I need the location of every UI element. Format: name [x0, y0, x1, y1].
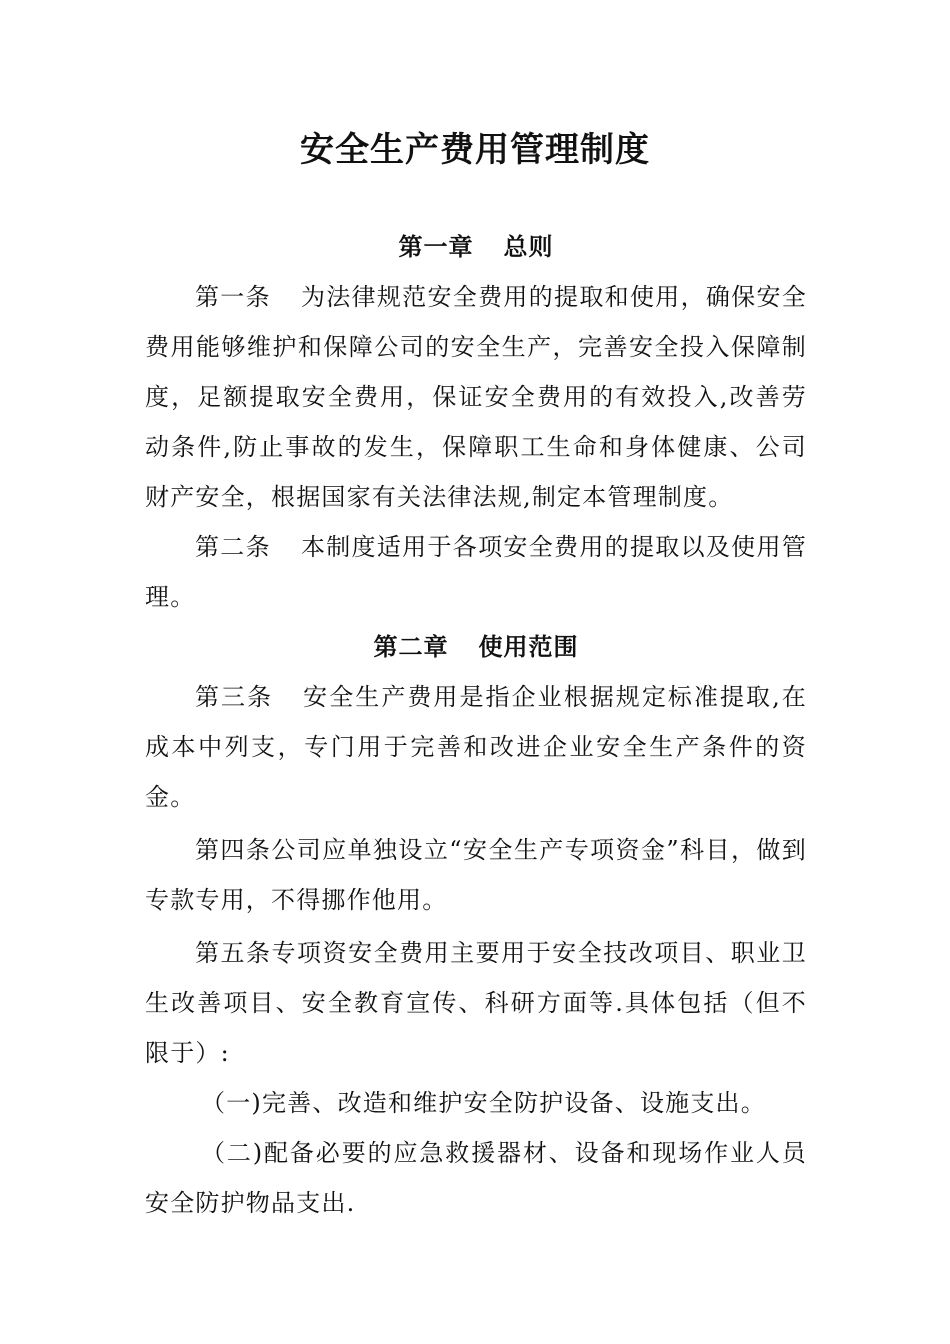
article-3 [145, 672, 807, 822]
article-1 [145, 272, 807, 522]
article-text: 安全生产费用是指企业根据规定标准提取,在成本中列支，专门用于完善和改进企业安全生产条件的资金。 [145, 683, 807, 811]
list-item: （二)配备必要的应急救援器材、设备和现场作业人员安全防护物品支出. [145, 1139, 807, 1217]
article-number: 第四条 [195, 836, 272, 864]
article-text: 为法律规范安全费用的提取和使用，确保安全费用能够维护和保障公司的安全生产，完善安全投入保障制度，足额提取安全费用，保证安全费用的有效投入,改善劳动条件,防止事故的发生，保障职工生命和身体健康、公司财产安全，根据国家有关法律法规,制定本管理制度。 [145, 283, 808, 511]
document-body [145, 222, 807, 1228]
article-number: 第五条 [195, 939, 272, 967]
chapter-number: 第二章 [373, 632, 449, 661]
article-text: 公司应单独设立“安全生产专项资金”科目，做到专款专用，不得挪作他用。 [145, 836, 808, 914]
chapter-name: 使用范围 [478, 632, 579, 661]
article-5 [145, 928, 807, 1078]
article-2 [145, 522, 807, 622]
article-number: 第三条 [195, 683, 274, 711]
list-item: （一)完善、改造和维护安全防护设备、设施支出。 [201, 1089, 766, 1117]
document-title: 安全生产费用管理制度 [300, 130, 650, 170]
chapter-name: 总则 [503, 232, 554, 261]
article-4 [145, 825, 807, 925]
article-number: 第二条 [195, 533, 271, 561]
article-text: 专项资安全费用主要用于安全技改项目、职业卫生改善项目、安全教育宣传、科研方面等.具体包括（但不限于）: [145, 939, 807, 1067]
article-number: 第一条 [195, 283, 271, 311]
article-text: 本制度适用于各项安全费用的提取以及使用管理。 [145, 533, 808, 611]
chapter-heading-1 [145, 222, 807, 272]
chapter-number: 第一章 [398, 232, 474, 261]
chapter-heading-2 [145, 622, 807, 672]
